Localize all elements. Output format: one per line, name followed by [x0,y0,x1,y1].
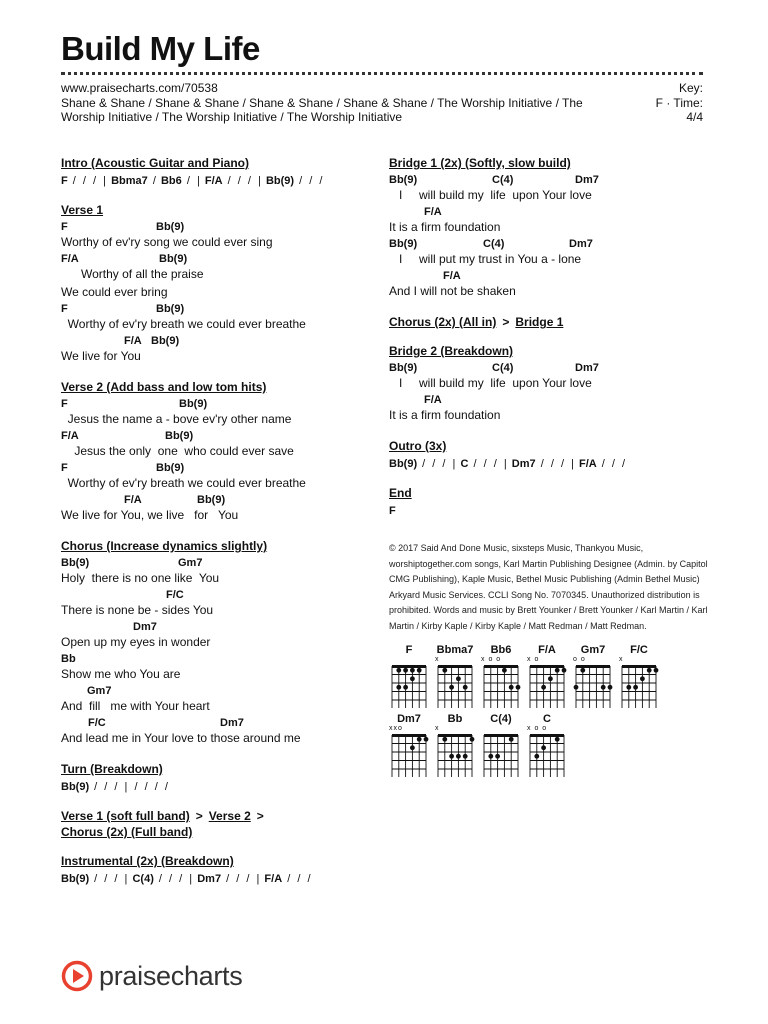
chord: Bb(9) [389,174,418,186]
chord: F/A [124,335,142,347]
chord-diagram-name: Bb6 [490,644,512,656]
lyric: I will put my trust in You a - lone [389,252,582,266]
time-signature: 4/4 [686,110,703,124]
chord: Bb [61,653,76,665]
chord: F/A [424,206,442,218]
chord: C(4) [483,238,505,250]
chord: Bb(9) [389,238,418,250]
section-chorus [61,538,379,748]
chord: Bb6 [160,175,182,187]
copyright-notice: © 2017 Said And Done Music, sixsteps Music, Thankyou Music, worshiptogether.com songs, Karl Martin Publishing Designee (Admin. by Capitol CMG Publishing), Kaple Music, Bethel Music Publishing (Admin Bethel Music) Arkyard Music Services. CCLI Song No. 7070345. Unauthorized distribution is prohibited. Words and music by Brett Younker / Brett Younker / Karl Martin / Karl Martin / Kirby Kaple / Kirby Kaple / Matt Redman / Matt Redman. [389,543,708,631]
flow-part: Verse 1 (soft full band) [61,809,190,823]
section-bridge-1 [389,155,709,301]
chord-diagram [527,644,567,711]
nut [622,665,656,668]
beat-slash: / [432,458,436,470]
beat-slash: / [164,781,168,793]
chord-progression [389,456,709,472]
fretboard [481,733,521,777]
finger-dot [509,737,514,742]
fretboard [527,664,567,708]
beat-slash: / [158,873,162,885]
chord: Bb(9) [265,175,295,187]
flow-part: Chorus (2x) (All in) [389,315,497,329]
chord: Bb(9) [61,873,90,885]
lyric: I will build my life upon Your love [389,376,592,390]
finger-dot [417,668,422,673]
nut [484,665,518,668]
lyric-line [389,361,709,393]
beat-slash: / [226,873,230,885]
beat-slash: / [144,781,148,793]
flow-part: Verse 2 [208,809,251,823]
song-title: Build My Life [61,30,260,67]
lyric-line [61,556,379,588]
chord-diagram-name: F [405,644,413,656]
fretboard [389,664,429,708]
lyric: And I will not be shaken [389,284,516,298]
beat-slash: / [93,175,97,187]
finger-dot [449,685,454,690]
nut [530,734,564,737]
chord: F/A [264,873,283,885]
lyric: It is a firm foundation [389,408,501,422]
lyric-line [61,716,379,748]
beat-slash: / [601,458,605,470]
section-flow [61,808,379,840]
finger-dot [555,737,560,742]
string-markers: x o o [481,656,502,663]
fretboard [573,664,613,708]
fretboard [481,664,521,708]
lyric-line [61,302,379,334]
chord: Dm7 [220,717,244,729]
bar-line: | [503,458,507,470]
finger-dot [541,745,546,750]
beat-slash: / [540,458,544,470]
section-heading [389,314,709,330]
chord-diagram [435,713,475,780]
lyric-line [61,684,379,716]
finger-dot [424,737,429,742]
song-meta [61,81,601,125]
lyric-line [389,237,709,269]
lyric: We live for You, we live for You [61,508,239,522]
chord: F [61,398,68,410]
section-intro [61,155,379,189]
play-logo-icon [61,960,93,992]
beat-slash: / [287,873,291,885]
finger-dot [417,737,422,742]
section-heading: Verse 2 (Add bass and low tom hits) [61,380,267,394]
fretboard [435,664,475,708]
lyric-line [61,252,379,284]
lyric: Jesus the only one who could ever save [61,444,294,458]
chord-progression [61,779,379,795]
chord-diagram-name: C(4) [490,713,512,725]
beat-slash: / [560,458,564,470]
right-column [389,155,709,784]
finger-dot [442,668,447,673]
beat-slash: / [422,458,426,470]
lyric: Open up my eyes in wonder [61,635,211,649]
chord-progression [61,871,379,887]
lyric: It is a firm foundation [389,220,501,234]
nut [392,734,426,737]
chord: Bb(9) [165,430,194,442]
dotted-divider [61,72,703,75]
lyric: Worthy of ev'ry song we could ever sing [61,235,273,249]
lyric-line [61,588,379,620]
finger-dot [403,668,408,673]
finger-dot [463,685,468,690]
finger-dot [495,754,500,759]
chord: F/C [88,717,106,729]
lyric: And lead me in Your love to those around me [61,731,301,745]
finger-dot [647,668,652,673]
beat-slash: / [114,873,118,885]
finger-dot [608,685,613,690]
finger-dot [626,685,631,690]
nut [530,665,564,668]
lyric-line [61,652,379,684]
beat-slash: / [309,175,313,187]
beat-slash: / [104,781,108,793]
lyric-line [389,205,709,237]
nut [576,665,610,668]
lyric: Jesus the name a - bove ev'ry other name [61,412,292,426]
chord: Bb(9) [156,462,185,474]
chord-diagram [527,713,567,780]
section-outro [389,438,709,472]
chord: F/A [424,394,442,406]
nut [438,734,472,737]
beat-slash: / [442,458,446,470]
beat-slash: / [227,175,231,187]
chord-diagrams [389,644,709,784]
fretboard [435,733,475,777]
nut [392,665,426,668]
chord: F [389,505,396,517]
chord: Bb(9) [179,398,208,410]
section-heading: Turn (Breakdown) [61,762,163,776]
chord: C(4) [132,873,154,885]
section-turn [61,761,379,795]
chord: Dm7 [511,458,536,470]
chord: F [61,175,68,187]
chord-progression [61,173,379,189]
chord: Dm7 [197,873,222,885]
key-time-value: F · Time: [655,95,703,110]
finger-dot [442,737,447,742]
finger-dot [516,685,521,690]
finger-dot [509,685,514,690]
key-time-box [656,81,703,125]
chord-diagram [389,644,429,711]
lyric-line [61,334,379,366]
string-markers: xxo [389,725,403,732]
chord: F/A [124,494,142,506]
arrow-right-icon: > [195,809,203,823]
arrow-right-icon: > [256,809,264,823]
lyric-line [389,393,709,425]
chord: F [61,221,68,233]
lyric: Worthy of all the praise [61,267,204,281]
chord: Gm7 [87,685,112,697]
chord: F [61,303,68,315]
beat-slash: / [82,175,86,187]
beat-slash: / [493,458,497,470]
praisecharts-logo[interactable] [61,958,242,994]
chord: Bb(9) [61,557,90,569]
beat-slash: / [169,873,173,885]
finger-dot [410,668,415,673]
chord: Bb(9) [61,781,90,793]
finger-dot [410,676,415,681]
beat-slash: / [94,873,98,885]
chord: Bb(9) [151,335,180,347]
bar-line: | [452,458,456,470]
lyric: Worthy of ev'ry breath we could ever breathe [61,476,306,490]
finger-dot [396,668,401,673]
chord: Dm7 [133,621,157,633]
beat-slash: / [237,175,241,187]
finger-dot [410,745,415,750]
string-markers: o o [573,656,586,663]
nut [484,734,518,737]
chord-diagram [481,644,521,711]
section-heading: Outro (3x) [389,439,447,453]
beat-slash: / [483,458,487,470]
chord: Bb(9) [156,221,185,233]
section-verse-1 [61,202,379,366]
section-heading: End [389,486,412,500]
beat-slash: / [473,458,477,470]
string-markers: x [435,725,440,732]
finger-dot [654,668,659,673]
beat-slash: / [94,781,98,793]
finger-dot [470,737,475,742]
chord: F/A [61,253,79,265]
beat-slash: / [154,781,158,793]
chord: C [460,458,469,470]
chord-diagram-name: Gm7 [580,644,606,656]
song-url[interactable]: www.praisecharts.com/70538 [61,81,218,95]
chord: Bb(9) [389,362,418,374]
beat-slash: / [236,873,240,885]
string-markers [481,725,521,733]
beat-slash: / [134,781,138,793]
finger-dot [403,685,408,690]
fretboard [527,733,567,777]
section-verse-2 [61,379,379,525]
beat-slash: / [72,175,76,187]
finger-dot [463,754,468,759]
fretboard [389,733,429,777]
bar-line: | [258,175,261,187]
chord: Bb(9) [197,494,226,506]
finger-dot [449,754,454,759]
beat-slash: / [246,873,250,885]
chord: Bb(9) [156,303,185,315]
finger-dot [534,754,539,759]
finger-dot [555,668,560,673]
lyric: Holy there is no one like You [61,571,220,585]
string-markers: x o o [527,725,548,732]
chord-diagram-name: Dm7 [397,713,421,725]
lyric-line [61,493,379,525]
nut [438,665,472,668]
finger-dot [502,668,507,673]
chord: Bb(9) [389,458,418,470]
string-markers: x [619,656,624,663]
lyric-line [61,397,379,429]
lyric: There is none be - sides You [61,603,214,617]
chord: Dm7 [575,362,599,374]
section-heading [61,808,379,840]
lyric-line [61,461,379,493]
beat-slash: / [114,781,118,793]
finger-dot [601,685,606,690]
bar-line: | [124,781,128,793]
chord: C(4) [492,174,514,186]
beat-slash: / [307,873,311,885]
left-column [61,155,379,900]
chord-diagram-name: Bbma7 [436,644,474,656]
chord-diagram-name: C [543,713,551,725]
finger-dot [541,685,546,690]
lyric: And fill me with Your heart [61,699,210,713]
chord: C(4) [492,362,514,374]
lyric: Show me who You are [61,667,181,681]
bar-line: | [196,175,200,187]
beat-slash: / [297,873,301,885]
bar-line: | [124,873,128,885]
finger-dot [456,754,461,759]
beat-slash: / [104,873,108,885]
section-heading: Intro (Acoustic Guitar and Piano) [61,156,250,170]
beat-slash: / [186,175,190,187]
chord: Gm7 [178,557,203,569]
bar-line: | [256,873,260,885]
lyric: Worthy of ev'ry breath we could ever breathe [61,317,306,331]
bar-line: | [571,458,574,470]
artists-list: Shane & Shane / Shane & Shane / Shane & Shane / Shane & Shane / The Worship Initiative / The Worship Initiative / The Worship Initiative / The Worship Initiative [61,95,583,124]
beat-slash: / [179,873,183,885]
beat-slash: / [550,458,554,470]
chord-diagram-name: F/A [538,644,556,656]
bar-line: | [103,175,107,187]
beat-slash: / [611,458,615,470]
flow-part: Chorus (2x) (Full band) [61,825,193,839]
chord: F [61,462,68,474]
lyric: We could ever bring [61,285,168,299]
finger-dot [488,754,493,759]
chord: F/A [204,175,223,187]
chord-diagram-name: Bb [447,713,463,725]
bar-line: | [189,873,193,885]
key-label: Key: [678,81,703,95]
chord: F/A [578,458,597,470]
chord-progression [389,503,709,519]
flow-part: Bridge 1 [515,315,564,329]
lyric-line [61,620,379,652]
chord: F/A [61,430,79,442]
lyric-line [389,269,709,301]
beat-slash: / [299,175,303,187]
string-markers: x o [527,656,540,663]
beat-slash: / [622,458,626,470]
chord-diagram [389,713,429,780]
section-heading: Instrumental (2x) (Breakdown) [61,854,234,868]
lyric-line [61,429,379,461]
chord-diagram-name: F/C [630,644,648,656]
finger-dot [456,676,461,681]
finger-dot [574,685,579,690]
finger-dot [548,676,553,681]
beat-slash: / [152,175,156,187]
chord: F/C [166,589,184,601]
lyric: I will build my life upon Your love [389,188,592,202]
string-markers: x [435,656,440,663]
chord: Dm7 [569,238,593,250]
finger-dot [640,676,645,681]
chord-diagram [481,713,521,780]
chord: Bbma7 [111,175,148,187]
section-heading: Bridge 2 (Breakdown) [389,344,514,358]
section-bridge-2 [389,343,709,425]
beat-slash: / [247,175,251,187]
chord-diagram [573,644,613,711]
beat-slash: / [319,175,323,187]
section-heading: Verse 1 [61,203,104,217]
section-instrumental [61,853,379,887]
finger-dot [633,685,638,690]
chord-diagram [435,644,475,711]
chord: Bb(9) [159,253,188,265]
fretboard [619,664,659,708]
finger-dot [562,668,567,673]
lyric: We live for You [61,349,141,363]
finger-dot [580,668,585,673]
section-heading: Chorus (Increase dynamics slightly) [61,539,268,553]
brand-name: praisecharts [99,960,243,991]
chord: Dm7 [575,174,599,186]
string-markers [389,656,429,664]
lyric-line [389,173,709,205]
section-end [389,485,709,519]
chord-diagram [619,644,659,711]
finger-dot [396,685,401,690]
chord: F/A [443,270,461,282]
lyric-line [61,220,379,252]
section-chorus-reference [389,314,709,330]
section-heading: Bridge 1 (2x) (Softly, slow build) [389,156,571,170]
arrow-right-icon: > [502,315,510,329]
